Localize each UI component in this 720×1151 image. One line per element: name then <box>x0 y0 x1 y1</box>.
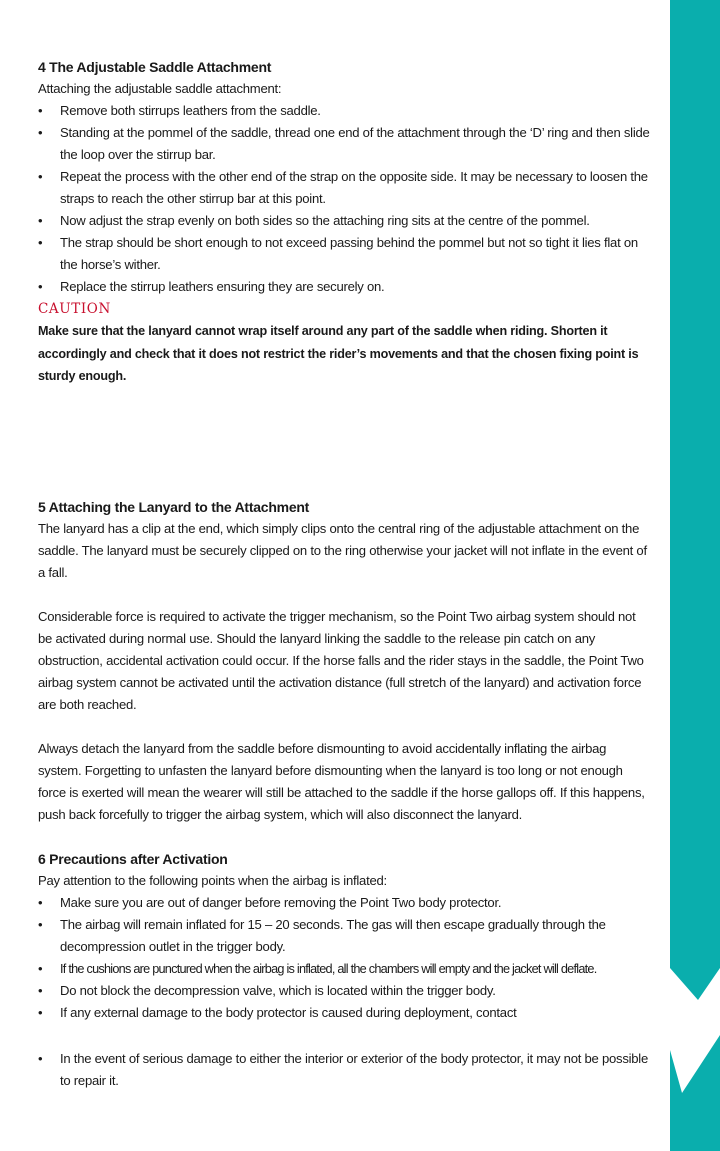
section-4-heading: 4 The Adjustable Saddle Attachment <box>38 59 272 75</box>
section-4-steps <box>38 100 650 298</box>
list-item-text: Do not block the decompression valve, which is located within the trigger body. <box>60 982 496 998</box>
section-6-final-note <box>38 1048 650 1092</box>
list-item-text: If any external damage to the body protector is caused during deployment, contact <box>60 1004 517 1020</box>
list-item-text: If the cushions are punctured when the airbag is inflated, all the chambers will empty and the jacket will deflate. <box>60 961 597 976</box>
list-item-text: Now adjust the strap evenly on both sides so the attaching ring sits at the centre of the pommel. <box>60 213 590 228</box>
section-5-paragraph-2: Considerable force is required to activate the trigger mechanism, so the Point Two airbag system should not be activated during normal use. Should the lanyard linking the saddle to the release pin catch on any obstruction, accidental activation could occur. If the horse falls and the rider stays in the saddle, the Point Two airbag system cannot be activated until the activation distance (full stretch of the lanyard) and activation force are both reached. <box>38 608 644 712</box>
section-4 <box>38 56 650 388</box>
accent-band-upper <box>670 0 720 1000</box>
bullet-icon: • <box>38 1050 43 1066</box>
list-item-text: Repeat the process with the other end of the strap on the opposite side. It may be necessary to loosen the straps to reach the other stirrup bar at this point. <box>60 169 648 206</box>
list-item-text: Remove both stirrups leathers from the saddle. <box>60 103 321 118</box>
section-6 <box>38 848 650 1092</box>
caution-title: CAUTION <box>38 301 111 317</box>
list-item <box>38 100 650 122</box>
list-item <box>38 166 650 210</box>
list-item <box>38 122 650 166</box>
bullet-icon: • <box>38 169 43 184</box>
list-item-text: The airbag will remain inflated for 15 – 20 seconds. The gas will then escape gradually through the decompression outlet in the trigger body. <box>60 916 606 954</box>
paragraph-spacer <box>38 716 650 738</box>
list-item-text: Standing at the pommel of the saddle, thread one end of the attachment through the ‘D’ ring and then slide the loop over the stirrup bar. <box>60 125 650 162</box>
list-item <box>38 1002 650 1024</box>
caution-text: Make sure that the lanyard cannot wrap itself around any part of the saddle when riding. Shorten it accordingly and check that it does not restrict the rider’s movements and that the chosen fixing point is sturdy enough. <box>38 324 639 383</box>
list-item-text: In the event of serious damage to either the interior or exterior of the body protector, it may not be possible to repair it. <box>60 1050 649 1088</box>
section-6-heading: 6 Precautions after Activation <box>38 850 228 867</box>
section-4-intro: Attaching the adjustable saddle attachment: <box>38 81 282 96</box>
list-item <box>38 914 650 958</box>
list-item-text: Replace the stirrup leathers ensuring they are securely on. <box>60 279 385 294</box>
bullet-icon: • <box>38 235 43 250</box>
page-content <box>38 56 650 1092</box>
bullet-icon: • <box>38 916 43 932</box>
list-item <box>38 276 650 298</box>
list-item <box>38 980 650 1002</box>
section-6-intro: Pay attention to the following points when the airbag is inflated: <box>38 872 387 888</box>
list-item <box>38 892 650 914</box>
section-spacer <box>38 826 650 848</box>
list-item <box>38 232 650 276</box>
list-spacer <box>38 1024 650 1048</box>
side-accent-band <box>670 0 720 1151</box>
bullet-icon: • <box>38 213 43 228</box>
section-spacer <box>38 388 650 496</box>
section-5-paragraph-1: The lanyard has a clip at the end, which simply clips onto the central ring of the adjustable attachment on the saddle. The lanyard must be securely clipped on to the ring otherwise your jacket will not inflate in the event of a fall. <box>38 520 647 580</box>
section-5-heading: 5 Attaching the Lanyard to the Attachment <box>38 498 310 515</box>
bullet-icon: • <box>38 982 43 998</box>
bullet-icon: • <box>38 125 43 140</box>
list-item <box>38 210 650 232</box>
list-item-text: Make sure you are out of danger before removing the Point Two body protector. <box>60 894 502 910</box>
section-5-paragraph-3: Always detach the lanyard from the saddle before dismounting to avoid accidentally inflating the airbag system. Forgetting to unfasten the lanyard before dismounting when the lanyard is too long or not enough force is exerted will mean the wearer will still be attached to the saddle if the horse gallops off. If this happens, push back forcefully to trigger the airbag system, which will also disconnect the lanyard. <box>38 740 645 822</box>
bullet-icon: • <box>38 960 43 976</box>
bullet-icon: • <box>38 894 43 910</box>
list-item <box>38 1048 650 1092</box>
bullet-icon: • <box>38 279 43 294</box>
list-item-text: The strap should be short enough to not exceed passing behind the pommel but not so tight it lies flat on the horse’s wither. <box>60 235 638 272</box>
accent-band-lower <box>670 1035 720 1151</box>
section-5 <box>38 496 650 826</box>
bullet-icon: • <box>38 103 43 118</box>
bullet-icon: • <box>38 1004 43 1020</box>
section-6-precautions <box>38 892 650 1024</box>
list-item <box>38 958 650 980</box>
paragraph-spacer <box>38 584 650 606</box>
